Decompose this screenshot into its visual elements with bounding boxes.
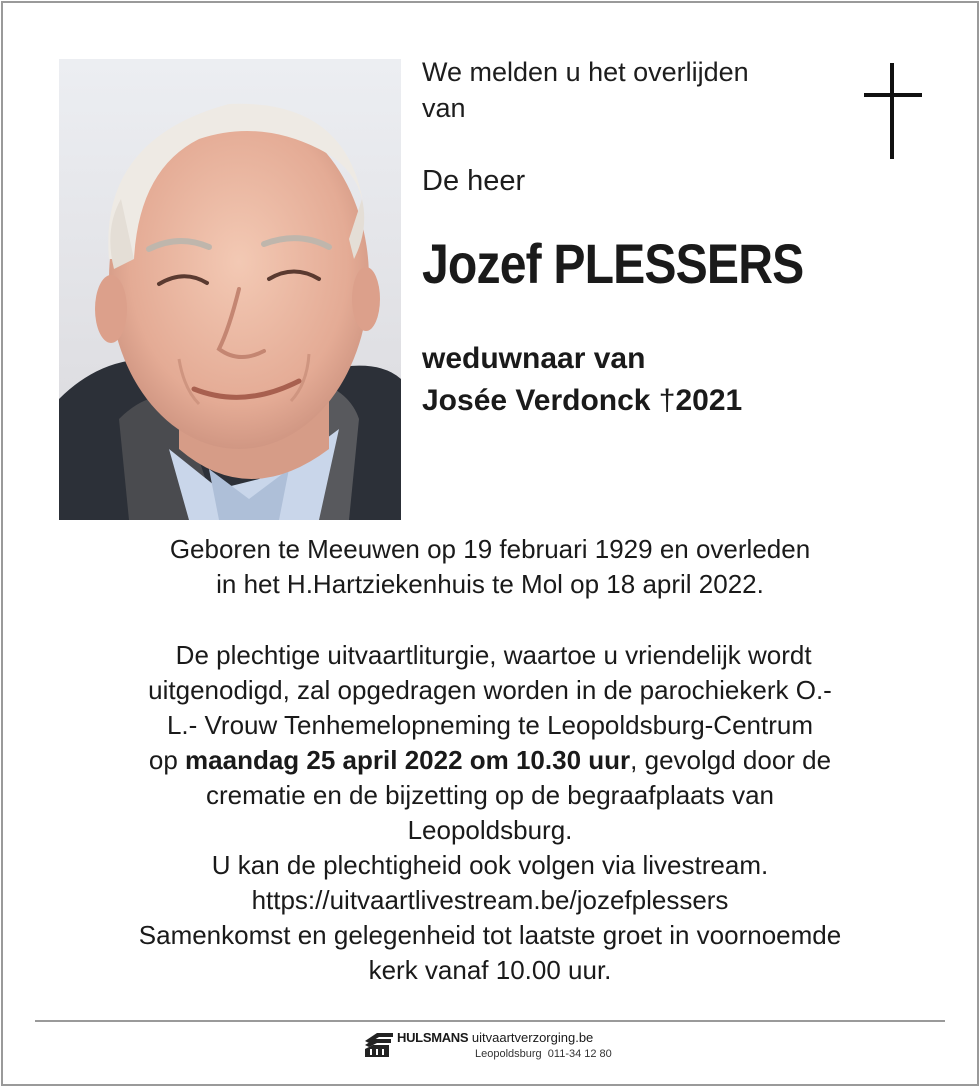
ceremony-line-1: De plechtige uitvaartliturgie, waartoe u vriendelijk wordt	[168, 640, 812, 670]
ceremony-line-9: Samenkomst en gelegenheid tot laatste groet in voornoemde	[138, 920, 842, 950]
portrait-photo	[59, 59, 401, 520]
ceremony-line-3: L.- Vrouw Tenhemelopneming te Leopoldsburg-Centrum	[166, 710, 814, 740]
brand-website[interactable]: uitvaartverzorging.be	[468, 1030, 594, 1045]
brand-name: HULSMANS	[397, 1030, 469, 1045]
ceremony-date-suffix: , gevolgd door de	[630, 745, 832, 775]
ceremony-line-5: crematie en de bijzetting op de begraafplaats van	[205, 780, 775, 810]
ceremony-line-6: Leopoldsburg.	[407, 815, 573, 845]
ceremony-date: maandag 25 april 2022 om 10.30 uur	[185, 745, 631, 775]
portrait-illustration	[59, 59, 401, 520]
ceremony-line-7: U kan de plechtigheid ook volgen via livestream.	[211, 850, 769, 880]
spouse-line-2	[422, 380, 742, 422]
spouse-info	[422, 338, 742, 422]
spouse-name: Josée Verdonck	[422, 384, 659, 417]
spouse-year: 2021	[675, 384, 743, 417]
cross-icon	[864, 63, 922, 159]
hulsmans-logo-icon	[363, 1029, 395, 1059]
ceremony-line-2: uitgenodigd, zal opgedragen worden in de parochiekerk O.-	[148, 675, 832, 705]
birth-death-info	[40, 532, 940, 602]
ceremony-info	[40, 638, 940, 988]
honorific-title: De heer	[422, 165, 526, 197]
birth-line-1: Geboren te Meeuwen op 19 februari 1929 en overleden	[169, 534, 811, 564]
dagger-symbol: †	[658, 384, 676, 417]
ceremony-date-prefix: op	[148, 745, 186, 775]
intro-text	[422, 54, 842, 126]
deceased-name: Jozef PLESSERS	[422, 232, 804, 295]
intro-line-2: van	[422, 93, 466, 123]
footer-contact: Leopoldsburg 011-34 12 80	[475, 1048, 612, 1060]
ceremony-line-4	[40, 743, 940, 778]
footer-divider	[35, 1020, 945, 1022]
intro-line-1: We melden u het overlijden	[422, 57, 749, 87]
birth-line-2: in het H.Hartziekenhuis te Mol op 18 april 2022.	[216, 569, 764, 599]
footer-brand	[397, 1030, 593, 1046]
livestream-link[interactable]: https://uitvaartlivestream.be/jozefplessers	[251, 885, 729, 915]
spouse-line-1: weduwnaar van	[422, 342, 646, 375]
ceremony-line-10: kerk vanaf 10.00 uur.	[368, 955, 612, 985]
